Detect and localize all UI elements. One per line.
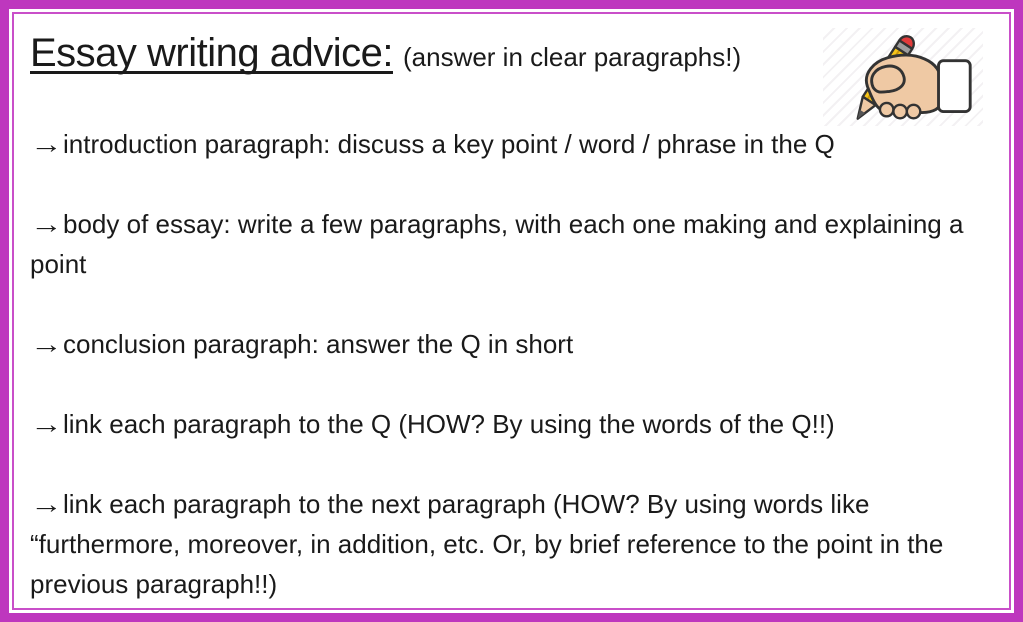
arrow-icon: → (30, 129, 63, 159)
advice-item-introduction (30, 124, 988, 164)
arrow-icon: → (30, 209, 63, 239)
title-text: Essay writing advice: (30, 31, 393, 75)
hand-writing-pencil-svg (828, 29, 978, 125)
advice-text: conclusion paragraph: answer the Q in short (63, 329, 574, 359)
advice-text: body of essay: write a few paragraphs, with each one making and explaining a point (30, 209, 964, 279)
title-subtitle: (answer in clear paragraphs!) (402, 42, 742, 72)
arrow-icon: → (30, 329, 63, 359)
advice-text: introduction paragraph: discuss a key point / word / phrase in the Q (63, 129, 835, 159)
advice-item-conclusion (30, 324, 988, 364)
advice-text: link each paragraph to the next paragraph (HOW? By using words like “furthermore, moreover, in addition, etc. Or, by brief reference to the point in the previous paragraph!!) (30, 489, 944, 599)
slide-content (14, 14, 1009, 608)
slide-inner-border (12, 12, 1011, 610)
advice-text: link each paragraph to the Q (HOW? By using the words of the Q!!) (63, 409, 835, 439)
advice-item-body (30, 204, 988, 284)
arrow-icon: → (30, 409, 63, 439)
arrow-icon: → (30, 489, 63, 519)
hand-writing-pencil-icon (823, 28, 983, 126)
advice-item-link-paragraphs (30, 484, 988, 604)
advice-item-link-to-q (30, 404, 988, 444)
